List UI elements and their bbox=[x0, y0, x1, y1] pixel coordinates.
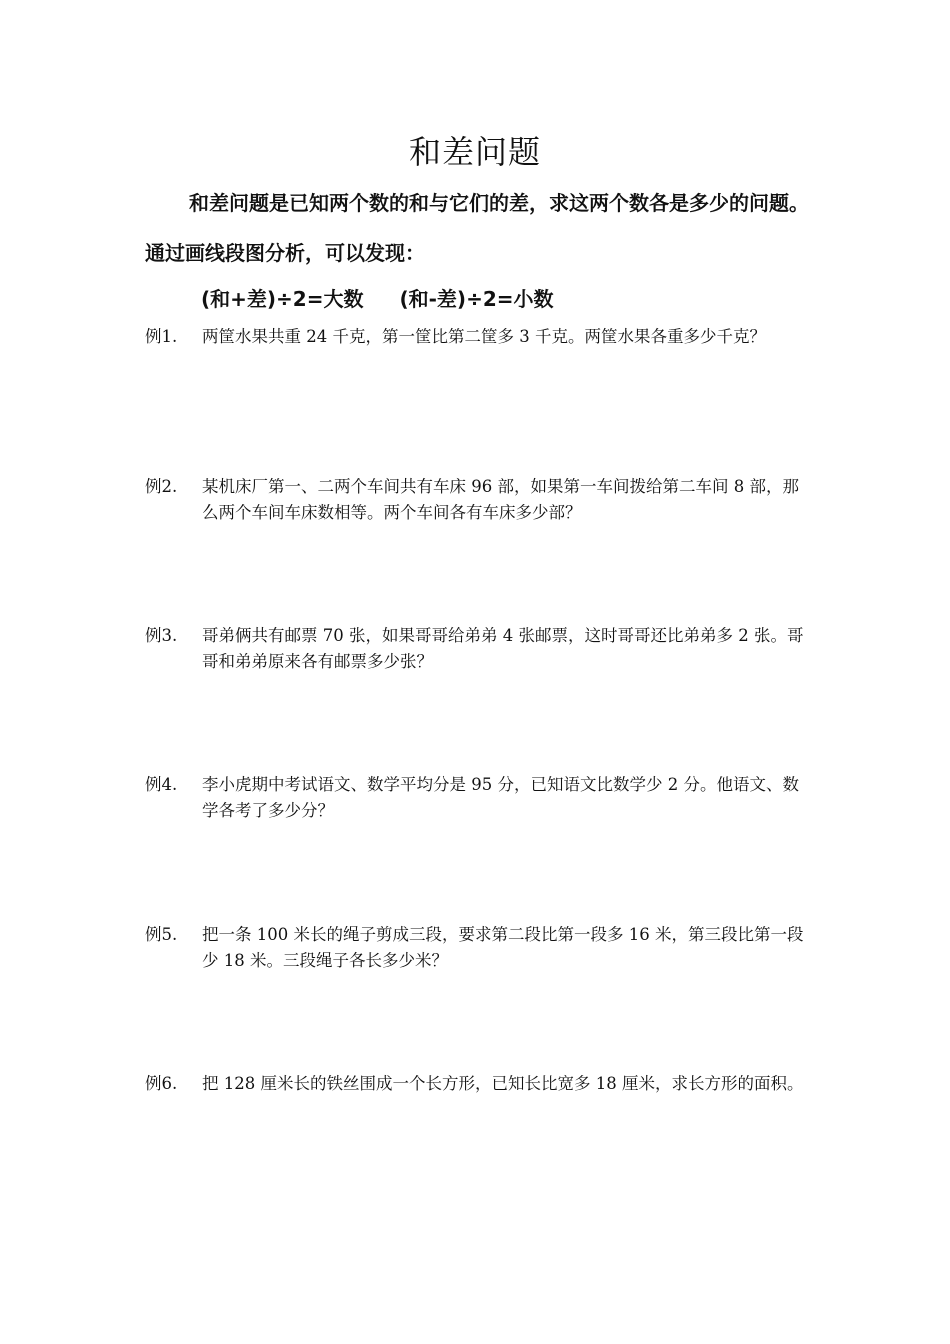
example-1 bbox=[145, 324, 810, 350]
intro-paragraph: 和差问题是已知两个数的和与它们的差，求这两个数各是多少的问题。通过画线段图分析，可以发现： bbox=[145, 191, 809, 265]
example-label: 例4. bbox=[145, 775, 178, 794]
example-text: 哥弟俩共有邮票 70 张，如果哥哥给弟弟 4 张邮票，这时哥哥还比弟弟多 2 张。哥哥和弟弟原来各有邮票多少张？ bbox=[202, 626, 804, 671]
example-label: 例2. bbox=[145, 477, 178, 496]
example-6 bbox=[145, 1071, 810, 1097]
example-text: 某机床厂第一、二两个车间共有车床 96 部，如果第一车间拨给第二车间 8 部，那么两个车间车床数相等。两个车间各有车床多少部？ bbox=[202, 477, 799, 522]
page-title: 和差问题 bbox=[408, 133, 541, 171]
formula-small-number: (和-差)÷2=小数 bbox=[399, 287, 554, 311]
example-4 bbox=[145, 772, 810, 824]
formula-line bbox=[201, 282, 554, 316]
example-text: 两筐水果共重 24 千克，第一筐比第二筐多 3 千克。两筐水果各重多少千克？ bbox=[202, 327, 766, 346]
example-label: 例5. bbox=[145, 925, 178, 944]
example-label: 例3. bbox=[145, 626, 178, 645]
example-label: 例6. bbox=[145, 1074, 178, 1093]
example-label: 例1. bbox=[145, 327, 178, 346]
example-2 bbox=[145, 474, 810, 526]
example-5 bbox=[145, 922, 810, 974]
example-text: 李小虎期中考试语文、数学平均分是 95 分，已知语文比数学少 2 分。他语文、数学各考了多少分？ bbox=[202, 775, 799, 820]
example-text: 把一条 100 米长的绳子剪成三段，要求第二段比第一段多 16 米，第三段比第一段少 18 米。三段绳子各长多少米？ bbox=[202, 925, 804, 970]
example-3 bbox=[145, 623, 810, 675]
formula-large-number: (和+差)÷2=大数 bbox=[201, 287, 364, 311]
example-text: 把 128 厘米长的铁丝围成一个长方形，已知长比宽多 18 厘米，求长方形的面积。 bbox=[202, 1074, 804, 1093]
